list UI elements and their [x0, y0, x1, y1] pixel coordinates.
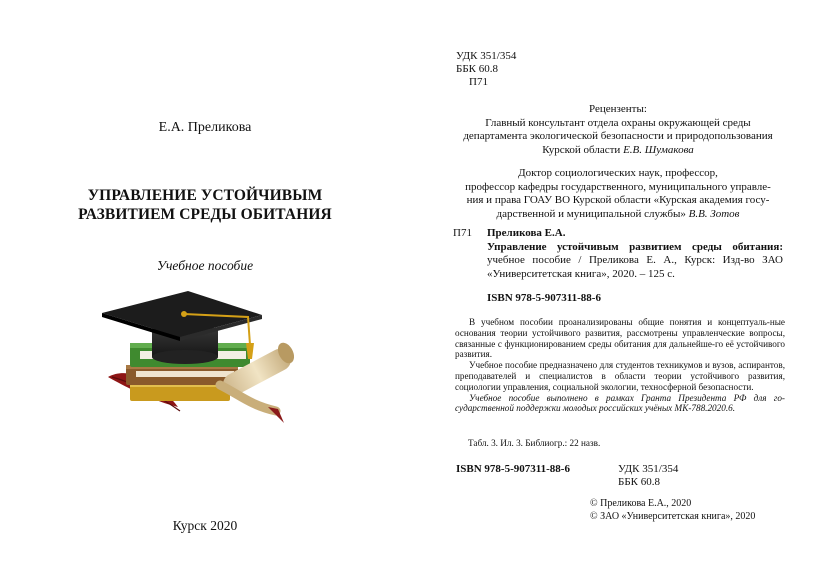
- abstract-paragraph-2: Учебное пособие предназначено для студентов техникумов и вузов, аспирантов, преподавателей и специалистов в области теории устойчивого развития, социологии управления, социальной экологии, техносферной безопасности.: [455, 360, 785, 392]
- bib-author: Преликова Е.А.: [487, 227, 566, 239]
- reviewer-1: [450, 117, 786, 158]
- abstract-paragraph-3: Учебное пособие выполнено в рамках Гранта Президента РФ для го-сударственной поддержки молодых российских учёных МК-788.2020.6.: [455, 392, 785, 414]
- bib-description: [487, 241, 783, 282]
- reviewer-1-line: [450, 144, 786, 158]
- author-mark: П71: [469, 76, 488, 88]
- reviewer-2-line: ния и права ГОАУ ВО Курской области «Курская академия госу-: [466, 194, 770, 206]
- udk-bottom: УДК 351/354: [618, 463, 679, 475]
- book-title-line-2: РАЗВИТИЕМ СРЕДЫ ОБИТАНИЯ: [78, 206, 332, 223]
- bib-title: Управление устойчивым развитием среды обитания:: [487, 240, 783, 253]
- reviewer-2-line: профессор кафедры государственного, муниципального управле-: [465, 180, 771, 193]
- reviewer-1-line-text: Курской области: [542, 143, 624, 156]
- abstract: [455, 317, 785, 414]
- city-year: Курск 2020: [172, 518, 238, 533]
- reviewer-1-name: Е.В. Шумакова: [623, 143, 694, 156]
- copyright-publisher: © ЗАО «Университетская книга», 2020: [590, 510, 756, 522]
- bbk-bottom: ББК 60.8: [618, 476, 660, 488]
- bib-code: П71: [453, 227, 472, 239]
- isbn-bottom: ISBN 978-5-907311-88-6: [456, 463, 570, 475]
- copyright-block: [590, 498, 755, 523]
- reviewers-heading: Рецензенты:: [589, 103, 647, 115]
- book-title-line-1: УПРАВЛЕНИЕ УСТОЙЧИВЫМ: [87, 187, 323, 204]
- abstract-paragraph-1: В учебном пособии проанализированы общие понятия и концептуаль-ные основания теории устойчивого развития, рассмотрены управленческие вопросы, связанные с функционированием среды обитания для дальнейше-го её устойчивого развития.: [455, 317, 785, 360]
- reviewer-1-line: Главный консультант отдела охраны окружающей среды: [485, 116, 751, 129]
- bib-body: [487, 227, 783, 281]
- reviewer-2-line: [450, 208, 786, 222]
- reviewer-2: [450, 167, 786, 221]
- graduation-cap-books-illustration: [100, 285, 310, 425]
- bbk-code: ББК 60.8: [456, 63, 498, 75]
- author-name: Е.А. Преликова: [158, 120, 252, 135]
- isbn: ISBN 978-5-907311-88-6: [487, 292, 601, 304]
- reviewer-2-line-text: дарственной и муниципальной службы»: [496, 207, 689, 220]
- bib-rest: учебное пособие / Преликова Е. А., Курск: Изд-во ЗАО «Университетская книга», 2020. – 125 с.: [487, 254, 783, 280]
- reviewers-block: [450, 103, 786, 221]
- reviewer-1-line: департамента экологической безопасности и природопользования: [463, 130, 773, 142]
- copyright-author: © Преликова Е.А., 2020: [590, 498, 692, 509]
- book-type: Учебное пособие: [156, 258, 254, 273]
- reviewer-2-line: Доктор социологических наук, профессор,: [518, 167, 718, 179]
- bibliographic-record: [453, 227, 783, 281]
- classification-bottom: [618, 463, 678, 489]
- classification-codes: [456, 50, 516, 89]
- book-title: [60, 186, 350, 224]
- reviewer-2-name: В.В. Зотов: [688, 207, 740, 220]
- tables-figures-count: Табл. 3. Ил. 3. Библиогр.: 22 назв.: [468, 438, 601, 448]
- udk-code: УДК 351/354: [456, 50, 517, 62]
